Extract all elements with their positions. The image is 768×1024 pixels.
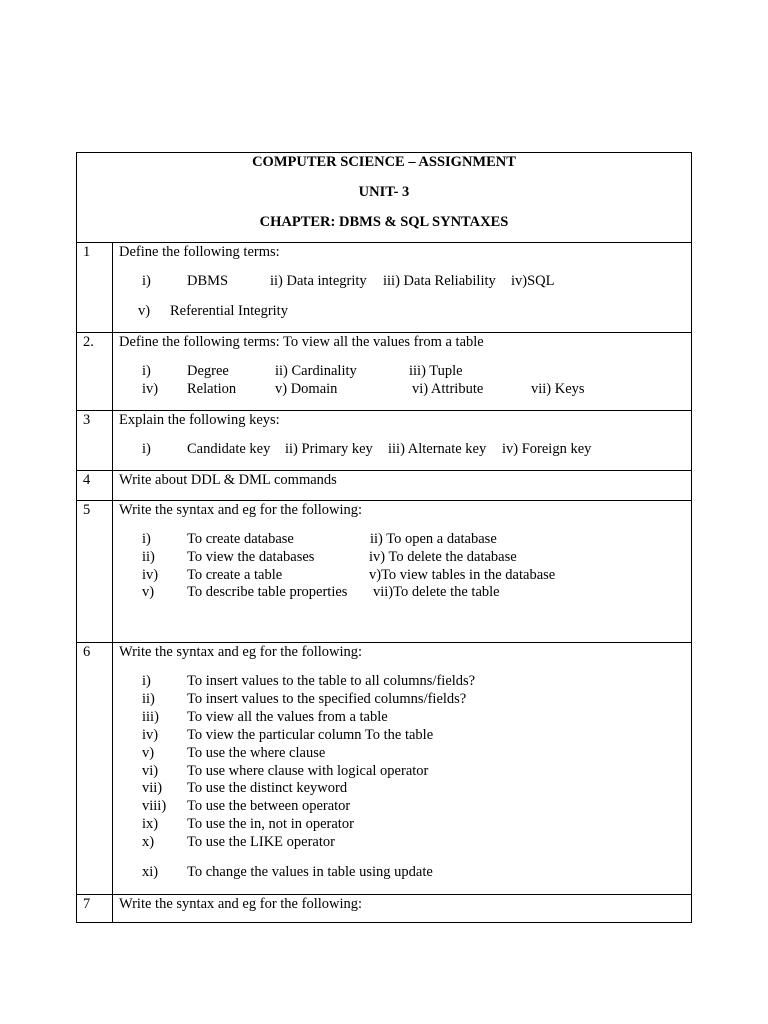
question-row-1 — [77, 242, 691, 332]
item-text: To use the in, not in operator — [187, 816, 354, 832]
item-text: To describe table properties — [187, 584, 348, 600]
question-number: 1 — [77, 243, 113, 332]
question-body — [113, 243, 691, 332]
assignment-title: COMPUTER SCIENCE – ASSIGNMENT — [252, 154, 516, 170]
item-text: Referential Integrity — [170, 303, 288, 319]
item-text: ii) Primary key — [285, 441, 373, 457]
item-text: To use the distinct keyword — [187, 780, 348, 796]
item-marker: v) — [142, 584, 155, 600]
question-prompt: Write the syntax and eg for the following: — [119, 502, 363, 518]
item-marker: x) — [142, 834, 155, 850]
item-marker: v) — [138, 303, 151, 319]
question-body — [113, 411, 691, 470]
item-text: To use where clause with logical operator — [187, 763, 429, 779]
item-text: vii) Keys — [531, 381, 585, 397]
item-marker: vi) — [142, 763, 159, 779]
item-text: iii) Tuple — [409, 363, 463, 379]
item-marker: ix) — [142, 816, 159, 832]
question-body — [113, 501, 691, 642]
item-text: To use the where clause — [187, 745, 326, 761]
question-number: 2. — [77, 333, 113, 410]
item-text: DBMS — [187, 273, 229, 289]
chapter-title: CHAPTER: DBMS & SQL SYNTAXES — [259, 214, 509, 230]
item-text: To view the databases — [187, 549, 315, 565]
item-text: To change the values in table using update — [187, 864, 433, 880]
question-body — [113, 333, 691, 410]
item-text: To insert values to the table to all columns/fields? — [187, 673, 476, 689]
item-marker: i) — [142, 273, 151, 289]
item-marker: i) — [142, 363, 151, 379]
item-text: iii) Alternate key — [388, 441, 487, 457]
item-text: Candidate key — [187, 441, 271, 457]
item-marker: iv) — [142, 381, 159, 397]
item-marker: viii) — [142, 798, 167, 814]
item-text: iii) Data Reliability — [383, 273, 496, 289]
item-text: v)To view tables in the database — [369, 567, 556, 583]
item-text: Degree — [187, 363, 229, 379]
item-marker: ii) — [142, 549, 155, 565]
item-text: To insert values to the specified columns/fields? — [187, 691, 467, 707]
question-body — [113, 895, 691, 922]
question-prompt: Write the syntax and eg for the following: — [119, 896, 363, 912]
item-marker: i) — [142, 441, 151, 457]
question-number: 4 — [77, 471, 113, 500]
item-text: ii) To open a database — [370, 531, 497, 547]
item-marker: v) — [142, 745, 155, 761]
item-marker: ii) — [142, 691, 155, 707]
question-prompt: Write about DDL & DML commands — [119, 472, 337, 488]
item-text: ii) Cardinality — [275, 363, 357, 379]
item-marker: xi) — [142, 864, 159, 880]
item-marker: iv) — [142, 567, 159, 583]
item-text: vi) Attribute — [412, 381, 484, 397]
question-row-6 — [77, 642, 691, 894]
item-text: iv) To delete the database — [369, 549, 517, 565]
item-marker: vii) — [142, 780, 163, 796]
item-text: iv)SQL — [511, 273, 555, 289]
item-text: To view the particular column To the table — [187, 727, 434, 743]
item-text: To use the LIKE operator — [187, 834, 335, 850]
unit-title: UNIT- 3 — [358, 184, 410, 200]
question-number: 6 — [77, 643, 113, 894]
item-marker: i) — [142, 673, 151, 689]
question-prompt: Write the syntax and eg for the following: — [119, 644, 363, 660]
item-text: To view all the values from a table — [187, 709, 388, 725]
item-text: Relation — [187, 381, 237, 397]
assignment-table — [76, 152, 692, 923]
question-number: 5 — [77, 501, 113, 642]
item-text: To create database — [187, 531, 294, 547]
item-marker: i) — [142, 531, 151, 547]
question-number: 7 — [77, 895, 113, 922]
question-number: 3 — [77, 411, 113, 470]
item-text: vii)To delete the table — [373, 584, 500, 600]
question-body — [113, 643, 691, 894]
question-prompt: Define the following terms: To view all the values from a table — [119, 334, 484, 350]
item-text: ii) Data integrity — [270, 273, 367, 289]
question-row-4 — [77, 470, 691, 500]
item-text: v) Domain — [275, 381, 338, 397]
question-row-3 — [77, 410, 691, 470]
question-row-5 — [77, 500, 691, 642]
item-text: To use the between operator — [187, 798, 351, 814]
question-prompt: Explain the following keys: — [119, 412, 280, 428]
question-prompt: Define the following terms: — [119, 244, 280, 260]
item-text: To create a table — [187, 567, 283, 583]
question-row-7 — [77, 894, 691, 922]
item-marker: iii) — [142, 709, 159, 725]
question-body — [113, 471, 691, 500]
item-text: iv) Foreign key — [502, 441, 592, 457]
question-row-2 — [77, 332, 691, 410]
item-marker: iv) — [142, 727, 159, 743]
